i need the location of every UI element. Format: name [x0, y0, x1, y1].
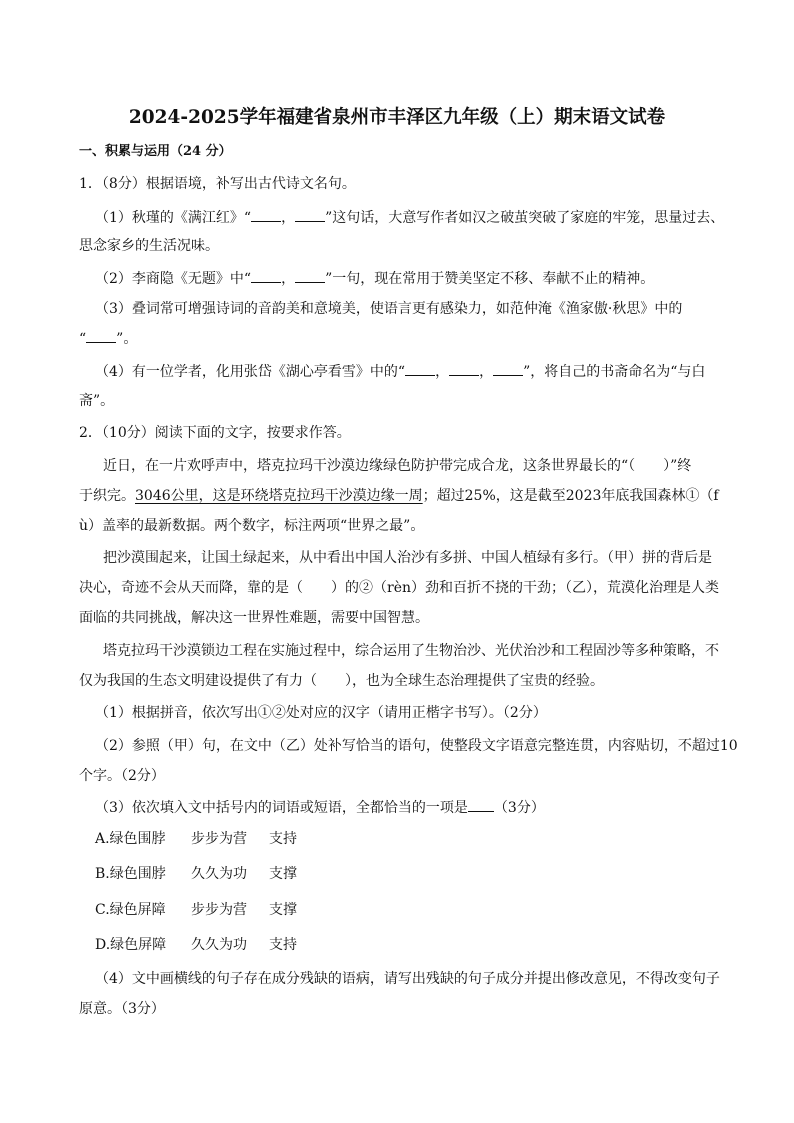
answer-blank[interactable] — [251, 268, 281, 283]
option-a-label: A.绿色围脖 — [95, 831, 166, 847]
option-a-b: 步步为营 — [191, 831, 247, 847]
q1-s1-sep: ， — [281, 210, 296, 226]
passage-p1-line1: 近日，在一片欢呼声中，塔克拉玛干沙漠边缘绿色防护带完成合龙，这条世界最长的“（ ）”终 — [103, 458, 692, 474]
option-b-label: B.绿色围脖 — [95, 866, 166, 882]
option-d-b: 久久为功 — [191, 937, 247, 953]
option-c-b: 步步为营 — [191, 902, 247, 918]
option-a[interactable] — [95, 829, 297, 849]
option-b-b: 久久为功 — [191, 866, 247, 882]
q1-s4-sep1: ， — [435, 364, 450, 380]
q1-s3-pre: “ — [79, 331, 87, 347]
passage-p1-line3: ù）盖率的最新数据。两个数字，标注两项“世界之最”。 — [79, 518, 425, 534]
option-d[interactable] — [95, 935, 297, 955]
q1-s4-pre: （4）有一位学者，化用张岱《湖心亭看雪》中的“ — [95, 364, 406, 380]
underlined-sentence: 3046公里，这是环绕塔克拉玛干沙漠边缘一周 — [135, 488, 423, 504]
q2-sub2-line1: （2）参照（甲）句，在文中（乙）处补写恰当的语句，使整段文字语意完整连贯，内容贴切，不超过10 — [95, 738, 738, 754]
answer-blank[interactable] — [251, 207, 281, 222]
q2-sub4-line1: （4）文中画横线的句子存在成分残缺的语病，请写出残缺的句子成分并提出修改意见，不得改变句子 — [95, 971, 720, 987]
passage-p1-text: 于织完。 — [79, 488, 135, 504]
q1-s4-post: ”，将自己的书斋命名为“与白 — [523, 364, 706, 380]
q2-sub3 — [95, 797, 545, 818]
passage-p3-line1: 塔克拉玛干沙漠锁边工程在实施过程中，综合运用了生物治沙、光伏治沙和工程固沙等多种策略，不 — [103, 643, 719, 659]
passage-p1-line2 — [79, 486, 719, 506]
answer-blank[interactable] — [405, 361, 435, 376]
q1-s3-post: ”。 — [116, 331, 138, 347]
q2-sub1: （1）根据拼音，依次写出①②处对应的汉字（请用正楷字书写）。（2分） — [95, 705, 547, 721]
passage-p3-line2: 仅为我国的生态文明建设提供了有力（ ），也为全球生态治理提供了宝贵的经验。 — [79, 673, 604, 689]
passage-p1-text: ；超过25%，这是截至2023年底我国森林①（f — [422, 488, 719, 504]
passage-p2-line1: 把沙漠围起来，让国土绿起来，从中看出中国人治沙有多拼、中国人植绿有多行。（甲）拼的背后是 — [103, 550, 712, 566]
q2-sub3-pre: （3）依次填入文中括号内的词语或短语，全都恰当的一项是 — [95, 800, 468, 816]
q1-s1-line2: 思念家乡的生活况味。 — [79, 238, 219, 254]
q1-s1-post: ”这句话，大意写作者如汉之破茧突破了家庭的牢笼，思量过去、 — [325, 210, 725, 226]
q1-s2-line — [95, 268, 654, 289]
option-c[interactable] — [95, 900, 297, 920]
q1-s1-line1 — [95, 207, 724, 228]
option-b-c: 支撑 — [269, 866, 297, 882]
option-a-c: 支持 — [269, 831, 297, 847]
option-c-label: C.绿色屏障 — [95, 902, 166, 918]
q1-s3-line2 — [79, 328, 137, 349]
answer-blank[interactable] — [493, 361, 523, 376]
section-heading: 一、积累与运用（24 分） — [79, 144, 232, 159]
q1-s2-pre: （2）李商隐《无题》中“ — [95, 271, 252, 287]
q1-s4-sep2: ， — [479, 364, 494, 380]
option-d-c: 支持 — [269, 937, 297, 953]
passage-p2-line2: 决心，奇迹不会从天而降，靠的是（ ）的②（rèn）劲和百折不挠的干劲；（乙），荒漠化治理是人类 — [79, 580, 719, 596]
q1-s3-line1: （3）叠词常可增强诗词的音韵美和意境美，使语言更有感染力，如范仲淹《渔家傲·秋思》中的 — [95, 301, 683, 317]
q2-sub4-line2: 原意。（3分） — [79, 1001, 165, 1017]
q1-s1-pre: （1）秋瑾的《满江红》“ — [95, 210, 252, 226]
q2-sub2-line2: 个字。（2分） — [79, 768, 165, 784]
q2-stem: 2．（10分）阅读下面的文字，按要求作答。 — [79, 425, 351, 441]
page-title: 2024-2025学年福建省泉州市丰泽区九年级（上）期末语文试卷 — [128, 107, 666, 128]
q1-stem: 1．（8分）根据语境，补写出古代诗文名句。 — [79, 176, 356, 192]
q1-s2-sep: ， — [281, 271, 296, 287]
q2-sub3-post: （3分） — [493, 800, 545, 816]
answer-blank[interactable] — [449, 361, 479, 376]
answer-blank[interactable] — [295, 207, 325, 222]
answer-blank[interactable] — [468, 797, 494, 812]
q1-s2-post: ”一句，现在常用于赞美坚定不移、奉献不止的精神。 — [325, 271, 655, 287]
option-b[interactable] — [95, 864, 297, 884]
q1-s4-line1 — [95, 361, 705, 382]
option-c-c: 支撑 — [269, 902, 297, 918]
answer-blank[interactable] — [295, 268, 325, 283]
answer-blank[interactable] — [86, 328, 116, 343]
passage-p2-line3: 面临的共同挑战，解决这一世界性难题，需要中国智慧。 — [79, 610, 429, 626]
q1-s4-line2: 斋”。 — [79, 393, 115, 409]
option-d-label: D.绿色屏障 — [95, 937, 167, 953]
